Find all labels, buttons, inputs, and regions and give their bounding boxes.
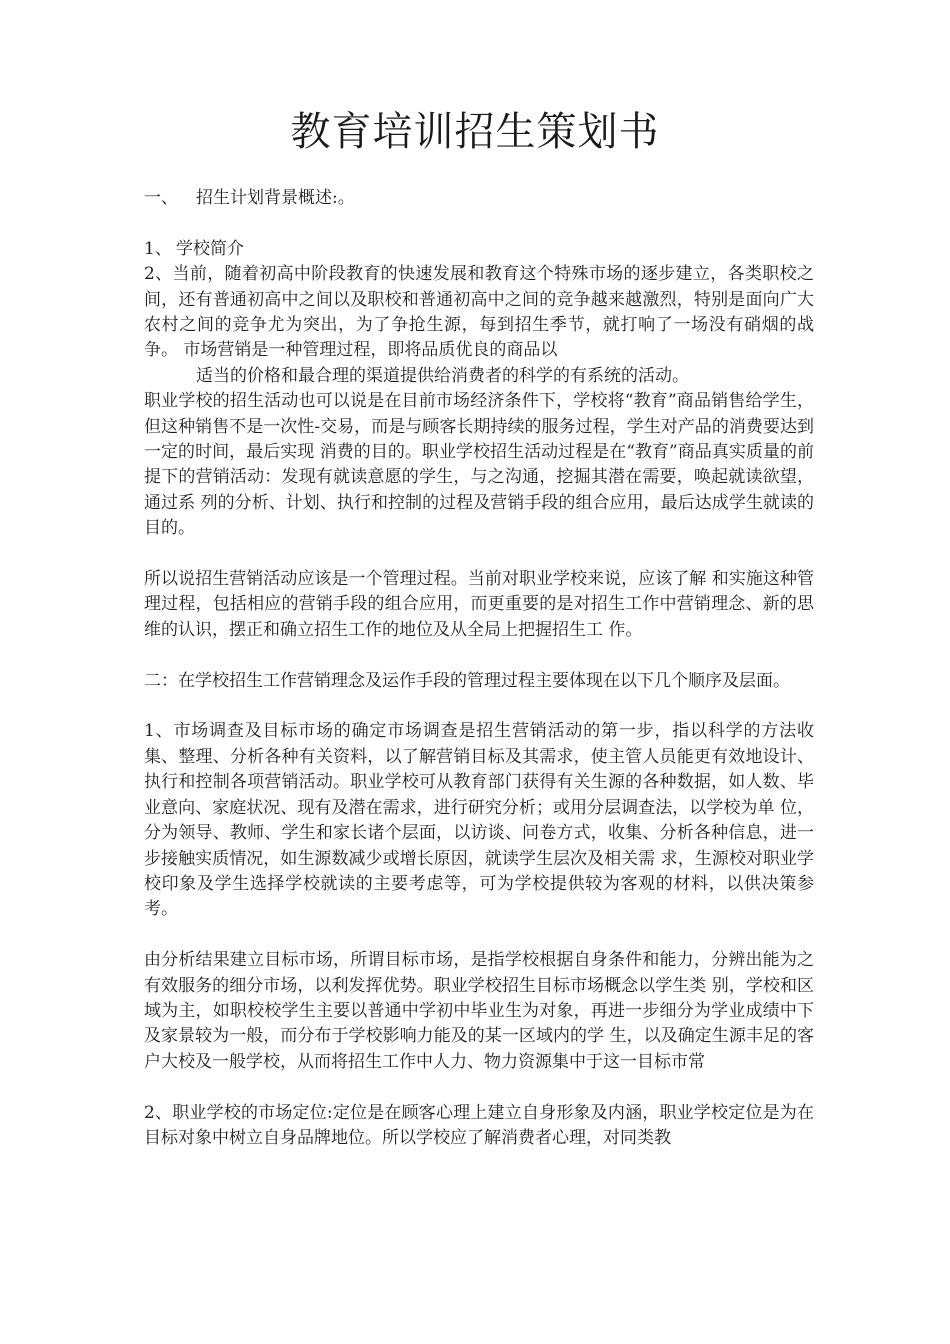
blank-line [144,923,814,948]
paragraph: 1、市场调查及目标市场的确定市场调查是招生营销活动的第一步，指以科学的方法收集、整理、分析各种有关资料，以了解营销目标及其需求，使主管人员能更有效地设计、执行和控制各项营销活动。职业学校可从教育部门获得有关生源的各种数据，如人数、毕业意向、家庭状况、现有及潜在需求，进行研究分析；或用分层调查法，以学校为单 位，分为领导、教师、学生和家长诸个层面，以访谈、问卷方式，收集、分析各种信息，进一步接触实质情况，如生源数减少或增长原因，就读学生层次及相关需 求，生源校对职业学校印象及学生选择学校就读的主要考虑等，可为学校提供较为客观的材料，以供决策参考。 [144,721,814,920]
indented-line: 适当的价格和最合理的渠道提供给消费者的科学的有系统的活动。 [196,365,689,386]
document-title: 教育培训招生策划书 [290,109,660,155]
item-heading [144,237,814,262]
paragraph: 职业学校的招生活动也可以说是在目前市场经济条件下，学校将“教育”商品销售给学生，但这种销售不是一次性-交易，而是与顾客长期持续的服务过程，学生对产品的消费要达到一定的时间，最后实现 消费的目的。职业学校招生活动过程是在“教育”商品真实质量的前提下的营销活动：发现有就读意愿的学生，与之沟通，挖掘其潜在需要，唤起就读欲望，通过系 列的分析、计划、执行和控制的过程及营销手段的组合应用，最后达成学生就读的目的。 [144,391,814,539]
section-heading-text: 招生计划背景概述:。 [196,188,355,208]
item-number: 1、 [144,238,172,259]
paragraph [144,262,814,389]
section-heading [144,186,814,211]
section-number: 一、 [144,188,178,208]
document-body [144,186,814,1151]
paragraph-text: 2、当前，随着初高中阶段教育的快速发展和教育这个特殊市场的逐步建立，各类职校之间，还有普通初高中之间以及职校和普通初高中之间的竞争越来越激烈，特别是面向广大农村之间的竞争尤为突出，为了争抢生源，每到招生季节，就打响了一场没有硝烟的战争。 市场营销是一种管理过程，即将品质优良的商品以 [144,264,814,361]
paragraph: 2、职业学校的市场定位:定位是在顾客心理上建立自身形象及内涵，职业学校定位是为在目标对象中树立自身品牌地位。所以学校应了解消费者心理，对同类教 [144,1102,814,1148]
item-heading-text: 学校简介 [176,238,244,259]
paragraph: 所以说招生营销活动应该是一个管理过程。当前对职业学校来说，应该了解 和实施这种管理过程，包括相应的营销手段的组合应用，而更重要的是对招生工作中营销理念、新的思维的认识，摆正和确立招生工作的地位及从全局上把握招生工 作。 [144,569,814,640]
paragraph: 由分析结果建立目标市场，所谓目标市场，是指学校根据自身条件和能力，分辨出能为之有效服务的细分市场，以利发挥优势。职业学校招生目标市场概念以学生类 别，学校和区域为主，如职校校学生主要以普通中学初中毕业生为对象，再进一步细分为学业成绩中下及家景较为一般，而分布于学校影响力能及的某一区域内的学 生，以及确定生源丰足的客户大校及一般学校，从而将招生工作中人力、物力资源集中于这一目标市常 [144,950,814,1072]
paragraph: 二：在学校招生工作营销理念及运作手段的管理过程主要体现在以下几个顺序及层面。 [144,670,790,691]
blank-line [144,542,814,567]
blank-line [144,211,814,236]
blank-line [144,643,814,668]
blank-line [144,694,814,719]
blank-line [144,1075,814,1100]
